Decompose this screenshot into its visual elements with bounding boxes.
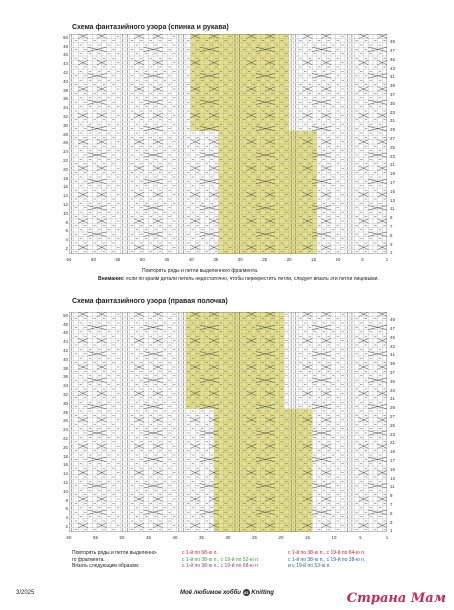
column-number: 5 bbox=[359, 535, 362, 540]
row-number-left: 8 bbox=[65, 497, 68, 503]
row-number-left: 48 bbox=[63, 43, 68, 49]
row-number-right: 21 bbox=[390, 162, 395, 168]
row-number-left: 20 bbox=[63, 444, 68, 450]
column-number: 40 bbox=[172, 535, 178, 540]
row-number-right: 45 bbox=[390, 334, 395, 340]
row-number-right: 13 bbox=[390, 197, 395, 203]
legend-left-3: Вязать следующим образом: bbox=[72, 563, 140, 569]
row-number-right: 41 bbox=[390, 352, 395, 358]
row-number-left: 40 bbox=[63, 78, 68, 84]
row-number-left: 28 bbox=[63, 131, 68, 137]
footer-brand: Knitting bbox=[251, 590, 274, 596]
legend-right-1: с 1-й по 38-ю п., с 19-й по 64-ю п. bbox=[288, 550, 366, 556]
row-number-left: 22 bbox=[63, 158, 68, 164]
row-number-right: 13 bbox=[390, 475, 395, 481]
row-number-right: 27 bbox=[390, 414, 395, 420]
column-number: 60 bbox=[66, 535, 72, 540]
row-number-right: 15 bbox=[390, 188, 395, 194]
row-number-left: 28 bbox=[63, 409, 68, 415]
row-number-right: 31 bbox=[390, 118, 395, 124]
column-number: 1 bbox=[385, 535, 389, 540]
row-number-right: 41 bbox=[390, 74, 395, 80]
chart1-note2 bbox=[98, 276, 379, 282]
row-number-right: 11 bbox=[390, 484, 395, 490]
row-number-left: 26 bbox=[63, 140, 68, 146]
column-number: 50 bbox=[119, 535, 125, 540]
row-number-right: 37 bbox=[390, 370, 395, 376]
row-number-right: 9 bbox=[390, 215, 393, 221]
legend-mid bbox=[182, 550, 259, 570]
row-number-right: 33 bbox=[390, 109, 395, 115]
row-number-right: 1 bbox=[390, 250, 393, 256]
row-number-right: 23 bbox=[390, 153, 395, 159]
row-number-left: 6 bbox=[65, 228, 68, 234]
column-number: 10 bbox=[331, 535, 337, 540]
column-number: 35 bbox=[213, 257, 219, 262]
row-number-right: 3 bbox=[390, 241, 393, 247]
row-number-right: 21 bbox=[390, 440, 395, 446]
chart1-note1: Повторять ряды и петли выделенного фрагмента. bbox=[142, 268, 259, 274]
row-number-right: 5 bbox=[390, 510, 393, 516]
row-number-right: 27 bbox=[390, 136, 395, 142]
chart2-title: Схема фантазийного узора (правая полочка) bbox=[72, 298, 228, 305]
row-number-right: 49 bbox=[390, 317, 395, 323]
row-number-right: 1 bbox=[390, 528, 393, 534]
row-number-right: 11 bbox=[390, 206, 395, 212]
row-number-right: 33 bbox=[390, 387, 395, 393]
row-number-left: 10 bbox=[63, 488, 68, 494]
row-number-left: 24 bbox=[63, 427, 68, 433]
row-number-right: 15 bbox=[390, 466, 395, 472]
row-number-right: 47 bbox=[390, 48, 395, 54]
legend-left-1: Повторять ряды и петли выделенно- bbox=[72, 550, 158, 556]
row-number-right: 25 bbox=[390, 144, 395, 150]
column-number: 1 bbox=[385, 257, 389, 262]
row-number-left: 32 bbox=[63, 392, 68, 398]
column-number: 45 bbox=[146, 535, 151, 540]
row-number-right: 25 bbox=[390, 422, 395, 428]
row-number-right: 19 bbox=[390, 449, 395, 455]
row-number-left: 18 bbox=[63, 175, 68, 181]
row-number-left: 14 bbox=[63, 193, 68, 199]
row-number-left: 20 bbox=[63, 166, 68, 172]
row-number-left: 34 bbox=[63, 105, 68, 111]
row-number-right: 49 bbox=[390, 39, 395, 45]
row-number-right: 43 bbox=[390, 65, 395, 71]
footer-magazine-name: Моё любимое хобби bbox=[180, 590, 241, 596]
row-number-left: 48 bbox=[63, 321, 68, 327]
column-number: 55 bbox=[93, 535, 98, 540]
row-number-right: 7 bbox=[390, 502, 393, 508]
grid-lines bbox=[69, 34, 387, 254]
legend-right-2: с 1-й по 38-ю п., с 19-й по 38-ю п. bbox=[288, 556, 366, 563]
row-number-left: 32 bbox=[63, 114, 68, 120]
row-number-left: 34 bbox=[63, 383, 68, 389]
row-number-left: 30 bbox=[63, 122, 68, 128]
row-number-left: 6 bbox=[65, 506, 68, 512]
chart1-grid bbox=[69, 34, 387, 254]
column-number: 25 bbox=[262, 257, 268, 262]
footer-page-badge: 43 bbox=[243, 589, 249, 595]
legend-mid-1: с 1-й по 68-ю п. bbox=[182, 550, 218, 556]
row-number-right: 47 bbox=[390, 326, 395, 332]
row-number-left: 14 bbox=[63, 471, 68, 477]
row-number-left: 42 bbox=[63, 348, 68, 354]
row-number-right: 35 bbox=[390, 100, 395, 106]
row-number-right: 9 bbox=[390, 493, 393, 499]
row-number-right: 43 bbox=[390, 343, 395, 349]
row-number-right: 17 bbox=[390, 458, 395, 464]
column-number: 25 bbox=[252, 535, 257, 540]
row-number-left: 38 bbox=[63, 365, 68, 371]
row-number-left: 4 bbox=[65, 237, 68, 243]
column-number: 40 bbox=[188, 257, 194, 262]
column-number: 50 bbox=[139, 257, 145, 262]
row-number-left: 2 bbox=[65, 246, 68, 252]
row-number-left: 12 bbox=[63, 480, 68, 486]
footer-issue: 3/2025 bbox=[16, 590, 35, 596]
grid-lines bbox=[69, 312, 387, 532]
column-number: 45 bbox=[164, 257, 170, 262]
row-number-left: 46 bbox=[63, 52, 68, 58]
row-number-right: 17 bbox=[390, 180, 395, 186]
chart2-grid bbox=[69, 312, 387, 532]
chart1-note2-label: Внимание: bbox=[98, 276, 125, 282]
row-number-left: 10 bbox=[63, 210, 68, 216]
column-number: 15 bbox=[311, 257, 317, 262]
row-number-right: 37 bbox=[390, 92, 395, 98]
row-number-left: 12 bbox=[63, 202, 68, 208]
row-number-right: 23 bbox=[390, 431, 395, 437]
row-number-left: 36 bbox=[63, 374, 68, 380]
row-number-left: 8 bbox=[65, 219, 68, 225]
chart2 bbox=[58, 312, 398, 544]
column-number: 5 bbox=[361, 257, 364, 262]
row-number-left: 36 bbox=[63, 96, 68, 102]
row-number-left: 22 bbox=[63, 436, 68, 442]
row-number-left: 24 bbox=[63, 149, 68, 155]
row-number-left: 50 bbox=[63, 34, 68, 40]
row-number-right: 31 bbox=[390, 396, 395, 402]
row-number-left: 40 bbox=[63, 356, 68, 362]
row-number-left: 42 bbox=[63, 70, 68, 76]
row-number-right: 29 bbox=[390, 127, 395, 133]
row-number-right: 39 bbox=[390, 361, 395, 367]
legend-mid-2: с 1-й по 38-ю п., с 19-й по 52-ю п. bbox=[182, 556, 260, 563]
row-number-left: 16 bbox=[63, 462, 68, 468]
row-number-left: 16 bbox=[63, 184, 68, 190]
row-number-left: 26 bbox=[63, 418, 68, 424]
column-number: 15 bbox=[305, 535, 310, 540]
row-number-right: 29 bbox=[390, 405, 395, 411]
chart1-note2-text: если по краям детали петель недостаточно, чтобы перекрестить петли, следует вязать эти петли лицевыми. bbox=[124, 276, 379, 282]
row-number-left: 30 bbox=[63, 400, 68, 406]
legend-mid-3: с 1-й по 38-ю п., с 19-й по 68-ю п. bbox=[182, 563, 260, 569]
column-number: 55 bbox=[115, 257, 121, 262]
column-number: 30 bbox=[225, 535, 231, 540]
row-number-left: 44 bbox=[63, 339, 68, 345]
watermark: Страна Мам bbox=[346, 591, 446, 606]
column-number: 64 bbox=[66, 257, 72, 262]
chart1-title: Схема фантазийного узора (спинка и рукава) bbox=[72, 24, 229, 31]
row-number-left: 2 bbox=[65, 524, 68, 530]
footer-magazine bbox=[180, 589, 274, 596]
row-number-right: 7 bbox=[390, 224, 393, 230]
column-number: 10 bbox=[335, 257, 341, 262]
row-number-right: 39 bbox=[390, 83, 395, 89]
column-number: 20 bbox=[278, 535, 284, 540]
row-number-left: 18 bbox=[63, 453, 68, 459]
row-number-right: 35 bbox=[390, 378, 395, 384]
row-number-right: 19 bbox=[390, 171, 395, 177]
row-number-left: 4 bbox=[65, 515, 68, 521]
legend-left bbox=[72, 550, 157, 570]
chart1 bbox=[58, 34, 398, 266]
row-number-left: 38 bbox=[63, 87, 68, 93]
row-number-left: 44 bbox=[63, 61, 68, 67]
legend-left-2: го фрагмента. bbox=[72, 556, 105, 563]
row-number-right: 3 bbox=[390, 519, 393, 525]
legend-right-3: и с 19-й по 53-ю п. bbox=[288, 563, 331, 569]
column-number: 20 bbox=[286, 257, 292, 262]
row-number-right: 45 bbox=[390, 56, 395, 62]
row-number-left: 46 bbox=[63, 330, 68, 336]
row-number-left: 50 bbox=[63, 312, 68, 318]
column-number: 60 bbox=[91, 257, 96, 262]
column-number: 35 bbox=[199, 535, 204, 540]
legend-right bbox=[288, 550, 365, 570]
column-number: 30 bbox=[237, 257, 243, 262]
row-number-right: 5 bbox=[390, 232, 393, 238]
